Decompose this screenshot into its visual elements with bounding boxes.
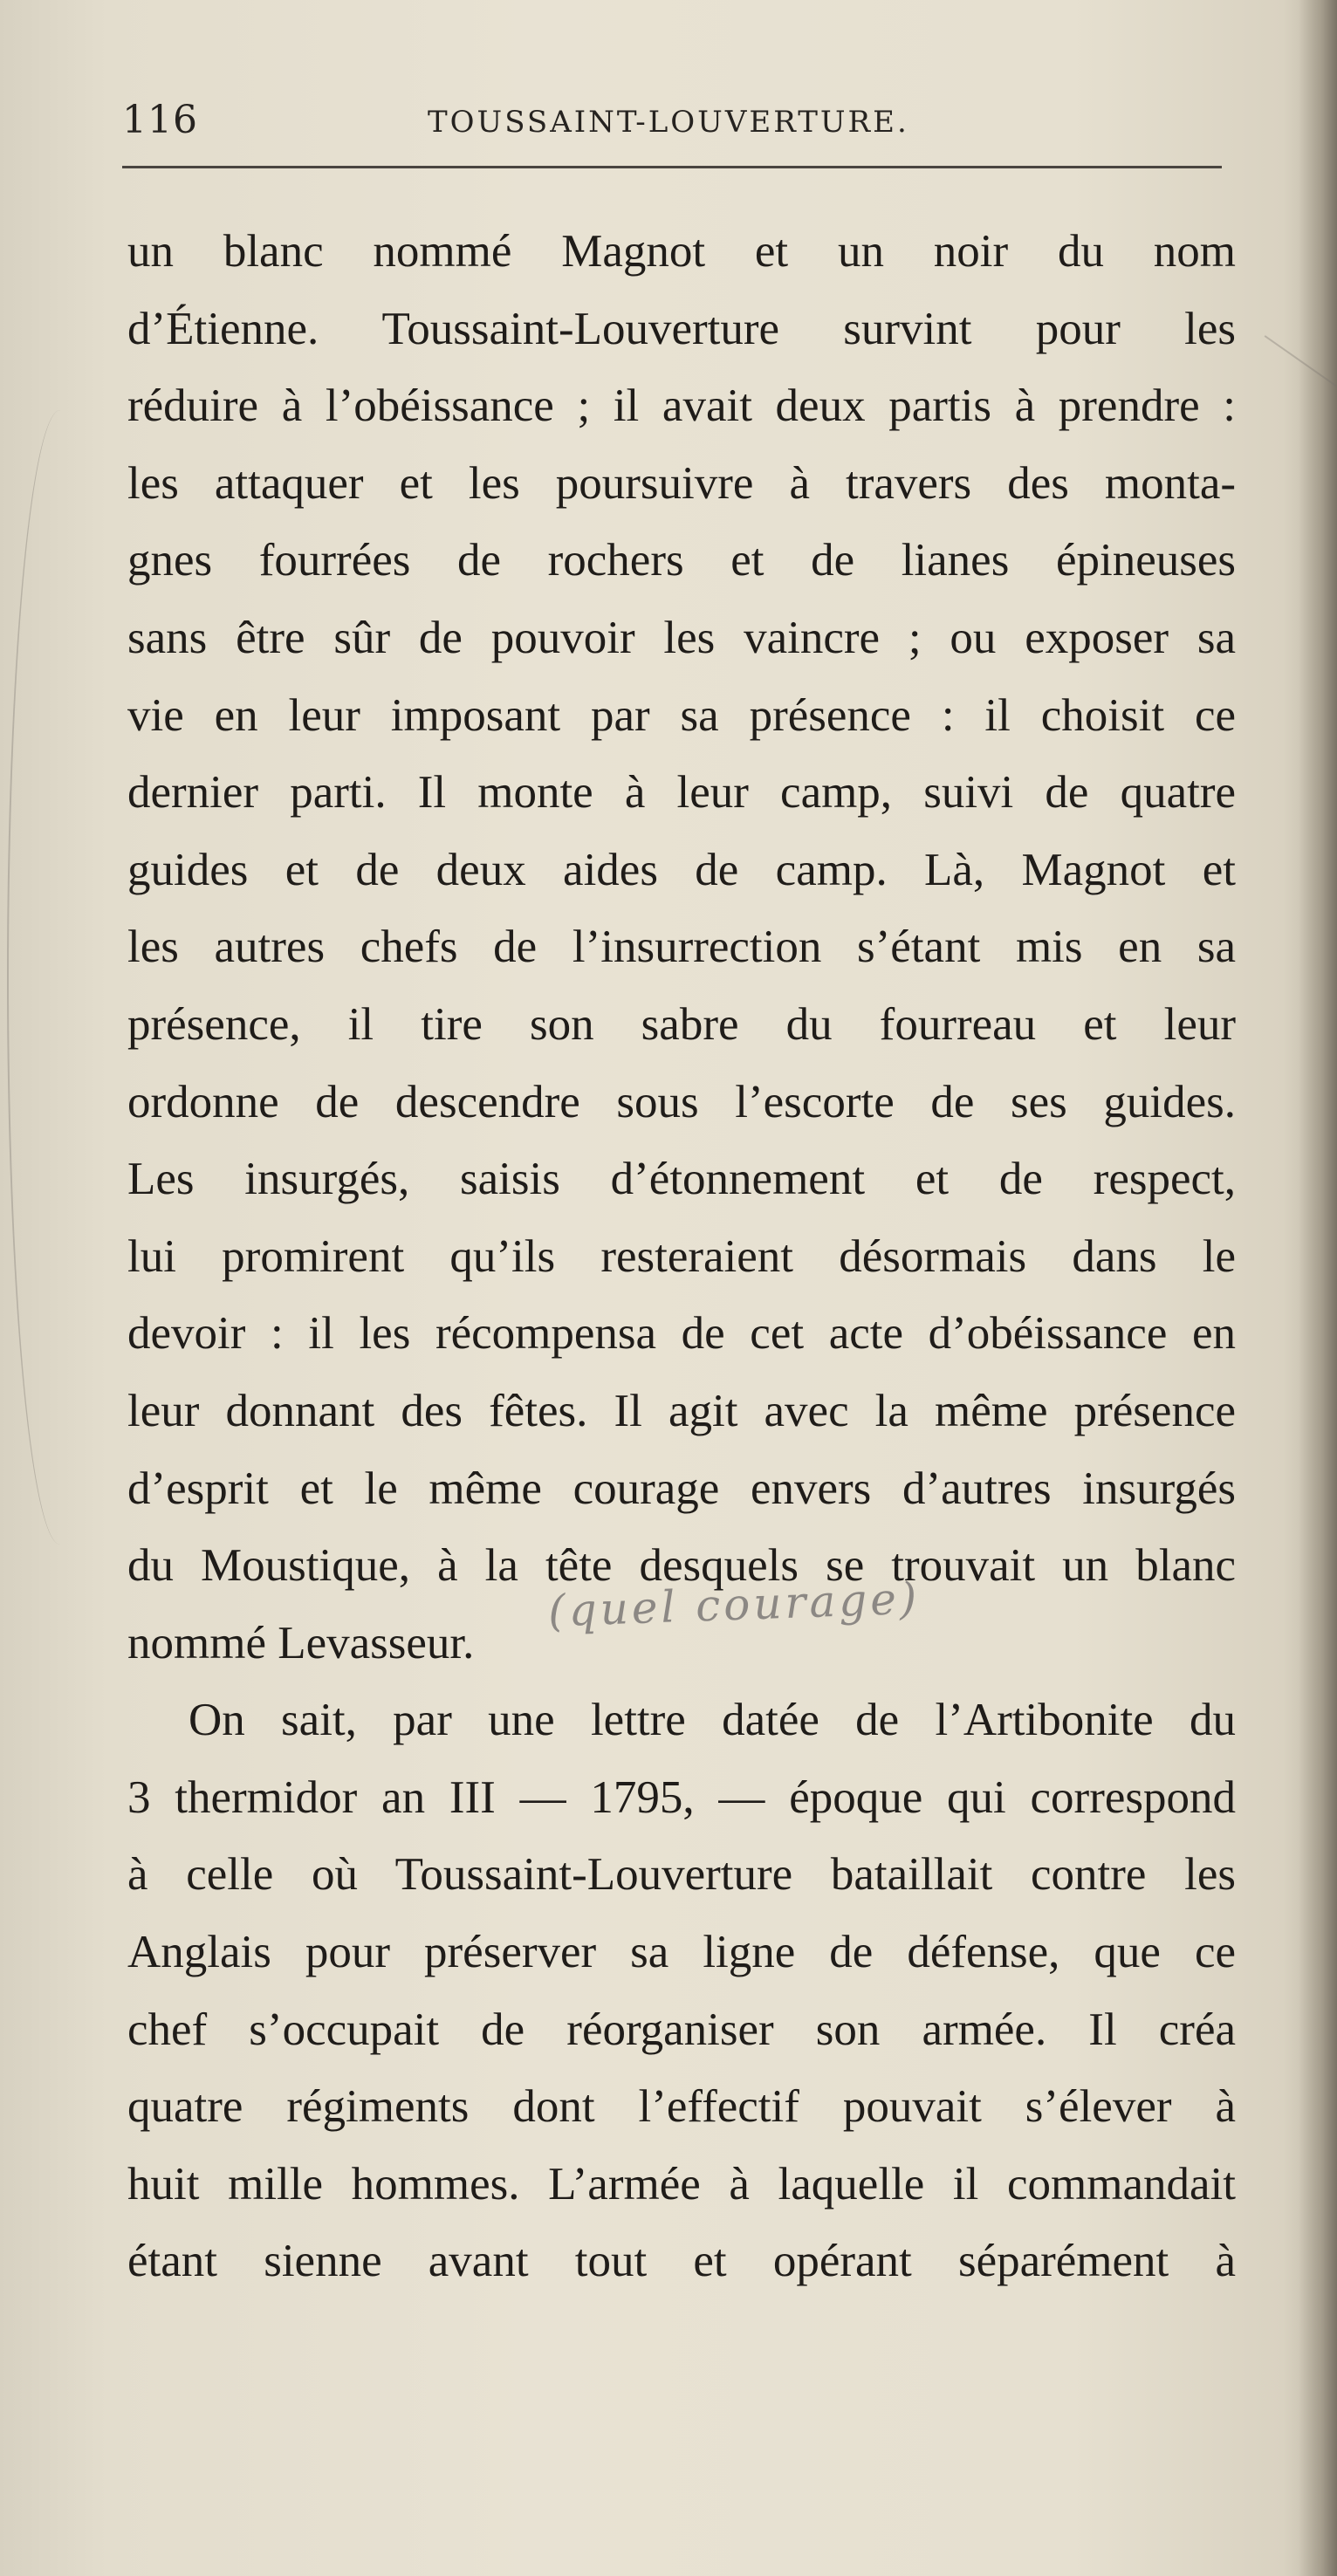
text-line: leur donnant des fêtes. Il agit avec la même présence bbox=[127, 1385, 1236, 1436]
text-line: dernier parti. Il monte à leur camp, suivi de quatre bbox=[127, 767, 1236, 819]
text-line: vie en leur imposant par sa présence : il choisit ce bbox=[127, 689, 1236, 741]
text-line: gnes fourrées de rochers et de lianes épineuses bbox=[127, 535, 1236, 586]
paragraph-1 bbox=[127, 213, 1236, 1682]
page-header bbox=[122, 98, 1222, 150]
text-line: d’Étienne. Toussaint-Louverture survint pour les bbox=[127, 303, 1236, 354]
text-line: étant sienne avant tout et opérant séparément à bbox=[127, 2236, 1236, 2287]
running-title: TOUSSAINT-LOUVERTURE. bbox=[428, 105, 909, 140]
text-line: Les insurgés, saisis d’étonnement et de respect, bbox=[127, 1154, 1236, 1205]
text-line: ordonne de descendre sous l’escorte de ses guides. bbox=[127, 1076, 1236, 1127]
paragraph-2 bbox=[127, 1682, 1236, 2300]
text-line: à celle où Toussaint-Louverture bataillait contre les bbox=[127, 1849, 1236, 1901]
body-text bbox=[127, 213, 1236, 2300]
text-line: lui promirent qu’ils resteraient désormais dans le bbox=[127, 1230, 1236, 1282]
text-line: les autres chefs de l’insurrection s’étant mis en sa bbox=[127, 921, 1236, 973]
handwritten-note: (quel courage) bbox=[547, 1572, 922, 1637]
text-line: guides et de deux aides de camp. Là, Magnot et bbox=[127, 844, 1236, 895]
text-line: chef s’occupait de réorganiser son armée. Il créa bbox=[127, 2004, 1236, 2055]
text-line: du Moustique, à la tête desquels se trouvait un blanc bbox=[127, 1540, 1236, 1592]
text-line: réduire à l’obéissance ; il avait deux partis à prendre : bbox=[127, 380, 1236, 432]
header-rule bbox=[122, 166, 1222, 168]
text-line: devoir : il les récompensa de cet acte d’obéissance en bbox=[127, 1308, 1236, 1360]
text-line: On sait, par une lettre datée de l’Artibonite du bbox=[189, 1695, 1236, 1746]
text-line: huit mille hommes. L’armée à laquelle il commandait bbox=[127, 2158, 1236, 2209]
text-line: les attaquer et les poursuivre à travers des monta- bbox=[127, 457, 1236, 509]
text-line: un blanc nommé Magnot et un noir du nom bbox=[127, 226, 1236, 277]
text-line: quatre régiments dont l’effectif pouvait s’élever à bbox=[127, 2081, 1236, 2133]
text-line: Anglais pour préserver sa ligne de défense, que ce bbox=[127, 1927, 1236, 1978]
text-line: sans être sûr de pouvoir les vaincre ; ou exposer sa bbox=[127, 612, 1236, 663]
text-line: présence, il tire son sabre du fourreau et leur bbox=[127, 998, 1236, 1050]
text-line: 3 thermidor an III — 1795, — époque qui correspond bbox=[127, 1771, 1236, 1823]
text-line: nommé Levasseur. bbox=[127, 1617, 475, 1668]
pencil-mark bbox=[7, 410, 113, 1545]
page-number: 116 bbox=[122, 98, 198, 142]
text-line: d’esprit et le même courage envers d’autres insurgés bbox=[127, 1463, 1236, 1514]
